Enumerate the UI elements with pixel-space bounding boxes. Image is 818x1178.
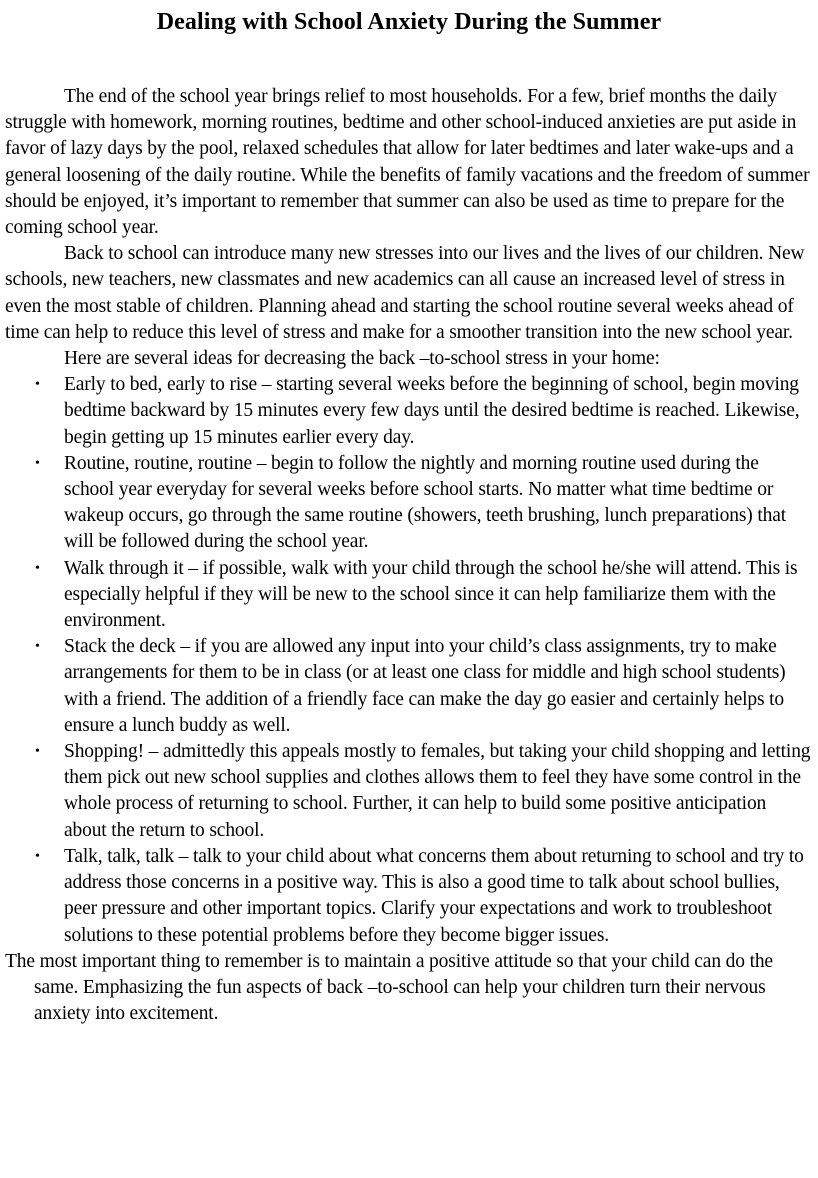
ideas-intro-paragraph: Here are several ideas for decreasing the back –to-school stress in your home:	[64, 348, 660, 370]
ideas-list	[5, 372, 813, 948]
bullet-icon: •	[35, 848, 40, 864]
list-item-text: Early to bed, early to rise – starting several weeks before the beginning of school, begin moving bedtime backward by 15 minutes every few days until the desired bedtime is reached. Likewise, begin getting up 15 minutes earlier every day.	[64, 374, 800, 448]
list-item	[35, 556, 813, 635]
bullet-icon: •	[35, 455, 40, 471]
back-to-school-paragraph: Back to school can introduce many new stresses into our lives and the lives of our children. New schools, new teachers, new classmates and new academics can all cause an increased level of stress in even the most stable of children. Planning ahead and starting the school routine several weeks ahead of time can help to reduce this level of stress and make for a smoother transition into the new school year.	[5, 243, 805, 343]
list-item	[35, 372, 813, 451]
bullet-icon: •	[35, 639, 40, 655]
list-item	[35, 634, 813, 739]
list-item	[35, 844, 813, 949]
closing-paragraph: The most important thing to remember is to maintain a positive attitude so that your child can do the same. Emphasizing the fun aspects of back –to-school can help your children turn their nervous anxiety into excitement.	[5, 950, 773, 1025]
list-item-text: Walk through it – if possible, walk with your child through the school he/she will attend. This is especially helpful if they will be new to the school since it can help familiarize them with the environment.	[64, 557, 798, 632]
bullet-icon: •	[35, 744, 40, 760]
list-item-text: Shopping! – admittedly this appeals mostly to females, but taking your child shopping and letting them pick out new school supplies and clothes allows them to feel they have some control in the whole process of returning to school. Further, it can help to build some positive anticipation about the return to school.	[64, 741, 811, 841]
bullet-icon: •	[35, 560, 40, 576]
bullet-icon: •	[35, 377, 40, 393]
document-title: Dealing with School Anxiety During the Summer	[156, 9, 662, 35]
list-item-text: Routine, routine, routine – begin to follow the nightly and morning routine used during the school year everyday for several weeks before school starts. No matter what time bedtime or wakeup occurs, go through the same routine (showers, teeth brushing, lunch preparations) that will be followed during the school year.	[64, 452, 786, 553]
list-item	[35, 451, 813, 556]
list-item-text: Talk, talk, talk – talk to your child about what concerns them about returning to school and try to address those concerns in a positive way. This is also a good time to talk about school bullies, peer pressure and other important topics. Clarify your expectations and work to troubleshoot solutions to these potential problems before they become bigger issues.	[64, 845, 804, 946]
list-item	[35, 739, 813, 844]
document-body	[5, 84, 813, 1027]
intro-paragraph: The end of the school year brings relief to most households. For a few, brief months the daily struggle with homework, morning routines, bedtime and other school-induced anxieties are put aside in favor of lazy days by the pool, relaxed schedules that allow for later bedtimes and later wake-ups and a general loosening of the daily routine. While the benefits of family vacations and the freedom of summer should be enjoyed, it’s important to remember that summer can also be used as time to prepare for the coming school year.	[5, 86, 810, 239]
list-item-text: Stack the deck – if you are allowed any input into your child’s class assignments, try to make arrangements for them to be in class (or at least one class for middle and high school students) with a friend. The addition of a friendly face can make the day go easier and certainly helps to ensure a lunch buddy as well.	[64, 636, 786, 736]
